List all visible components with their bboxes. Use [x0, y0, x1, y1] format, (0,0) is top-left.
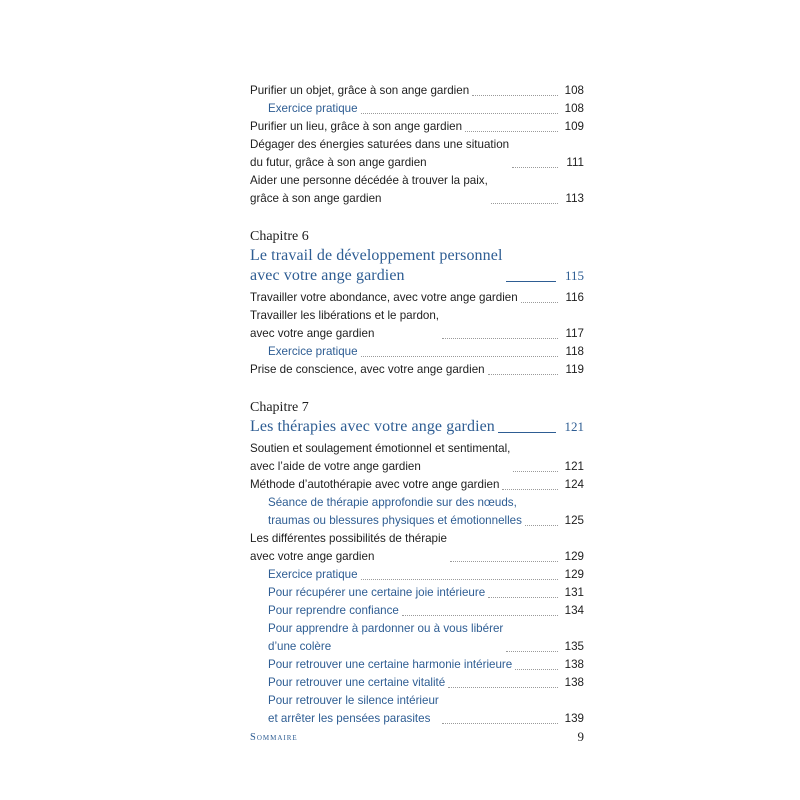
- toc-entry[interactable]: [250, 82, 584, 100]
- toc-subentry[interactable]: [250, 566, 584, 584]
- toc-subentry[interactable]: [250, 692, 584, 728]
- entry-page-number: 131: [564, 586, 584, 599]
- entry-label: Soutien et soulagement émotionnel et sentimental, avec l’aide de votre ange gardien: [250, 442, 511, 473]
- entry-page-number: 121: [564, 460, 584, 473]
- entry-page-number: 117: [565, 327, 584, 340]
- entry-page-number: 125: [564, 514, 584, 527]
- chapter-7: [250, 399, 584, 728]
- toc-subentry[interactable]: [250, 620, 584, 656]
- chapter-title: Les thérapies avec votre ange gardien: [250, 418, 495, 435]
- chapter-page-number: 121: [564, 419, 584, 434]
- entry-label: Les différentes possibilités de thérapie avec votre ange gardien: [250, 532, 448, 563]
- entry-label: Pour retrouver le silence intérieur et arrêter les pensées parasites: [268, 694, 439, 725]
- table-of-contents: [250, 82, 584, 728]
- entry-label: Exercice pratique: [268, 102, 358, 115]
- toc-entry[interactable]: [250, 172, 584, 208]
- leader-dots: [502, 489, 558, 490]
- entry-label: Pour récupérer une certaine joie intérieure: [268, 586, 486, 599]
- folio-page-number: 9: [577, 729, 584, 744]
- toc-subentry[interactable]: [250, 343, 584, 361]
- entry-page-number: 116: [565, 291, 584, 304]
- toc-entry[interactable]: [250, 118, 584, 136]
- toc-subentry[interactable]: [250, 100, 584, 118]
- entry-page-number: 108: [564, 84, 584, 97]
- leader-dots: [488, 374, 558, 375]
- chapter-number: Chapitre 7: [250, 400, 309, 415]
- chapter-number: Chapitre 6: [250, 229, 309, 244]
- leader-dots: [361, 579, 558, 580]
- toc-entry[interactable]: [250, 307, 584, 343]
- toc-entry[interactable]: [250, 361, 584, 379]
- entry-page-number: 119: [565, 363, 584, 376]
- entry-page-number: 124: [564, 478, 584, 491]
- entry-page-number: 118: [565, 345, 584, 358]
- leader-dots: [448, 687, 558, 688]
- leader-dots: [361, 113, 558, 114]
- entry-page-number: 134: [564, 604, 584, 617]
- toc-entry[interactable]: [250, 440, 584, 476]
- entry-page-number: 111: [566, 156, 584, 169]
- leader-dots: [402, 615, 558, 616]
- chapter-title: Le travail de développement personnel avec votre ange gardien: [250, 247, 503, 284]
- leader-line: [506, 281, 557, 282]
- chapter-6: [250, 228, 584, 379]
- entry-page-number: 129: [564, 568, 584, 581]
- toc-subentry[interactable]: [250, 674, 584, 692]
- toc-subentry[interactable]: [250, 494, 584, 530]
- chapter-title-row[interactable]: [250, 417, 584, 437]
- toc-entry[interactable]: [250, 289, 584, 307]
- entry-label: Aider une personne décédée à trouver la paix, grâce à son ange gardien: [250, 174, 488, 205]
- toc-entry[interactable]: [250, 136, 584, 172]
- entry-page-number: 109: [564, 120, 584, 133]
- leader-dots: [513, 471, 558, 472]
- entry-label: Pour reprendre confiance: [268, 604, 399, 617]
- entry-label: Séance de thérapie approfondie sur des nœuds, traumas ou blessures physiques et émotionnelles: [268, 496, 522, 527]
- leader-dots: [506, 651, 558, 652]
- entry-label: Méthode d’autothérapie avec votre ange gardien: [250, 478, 500, 491]
- toc-subentry[interactable]: [250, 656, 584, 674]
- entry-page-number: 108: [564, 102, 584, 115]
- leader-dots: [361, 356, 558, 357]
- leader-dots: [488, 597, 558, 598]
- leader-dots: [515, 669, 558, 670]
- chapter-6-entries: [250, 289, 584, 379]
- entry-label: Prise de conscience, avec votre ange gardien: [250, 363, 485, 376]
- toc-subentry[interactable]: [250, 602, 584, 620]
- toc-entry[interactable]: [250, 476, 584, 494]
- leader-dots: [472, 95, 558, 96]
- leader-dots: [442, 723, 558, 724]
- entry-page-number: 135: [564, 640, 584, 653]
- entry-label: Travailler les libérations et le pardon, avec votre ange gardien: [250, 309, 440, 340]
- toc-entry[interactable]: [250, 530, 584, 566]
- entry-label: Purifier un objet, grâce à son ange gardien: [250, 84, 470, 97]
- entry-page-number: 113: [565, 192, 584, 205]
- toc-subentry[interactable]: [250, 584, 584, 602]
- leader-dots: [465, 131, 558, 132]
- entries-top: [250, 82, 584, 208]
- leader-line: [498, 432, 556, 433]
- leader-dots: [442, 338, 558, 339]
- leader-dots: [450, 561, 558, 562]
- entry-page-number: 139: [564, 712, 584, 725]
- entry-label: Exercice pratique: [268, 345, 358, 358]
- entry-label: Purifier un lieu, grâce à son ange gardien: [250, 120, 463, 133]
- entry-label: Pour retrouver une certaine vitalité: [268, 676, 446, 689]
- entry-label: Pour retrouver une certaine harmonie intérieure: [268, 658, 513, 671]
- chapter-7-entries: [250, 440, 584, 728]
- entry-label: Exercice pratique: [268, 568, 358, 581]
- entry-label: Dégager des énergies saturées dans une situation du futur, grâce à son ange gardien: [250, 138, 510, 169]
- running-footer: Sommaire: [250, 732, 298, 743]
- leader-dots: [512, 167, 558, 168]
- entry-page-number: 138: [564, 676, 584, 689]
- leader-dots: [491, 203, 558, 204]
- entry-page-number: 129: [564, 550, 584, 563]
- entry-page-number: 138: [564, 658, 584, 671]
- leader-dots: [525, 525, 558, 526]
- entry-label: Pour apprendre à pardonner ou à vous libérer d’une colère: [268, 622, 504, 653]
- chapter-title-row[interactable]: [250, 246, 584, 286]
- leader-dots: [521, 302, 558, 303]
- entry-label: Travailler votre abondance, avec votre ange gardien: [250, 291, 518, 304]
- chapter-page-number: 115: [564, 268, 584, 283]
